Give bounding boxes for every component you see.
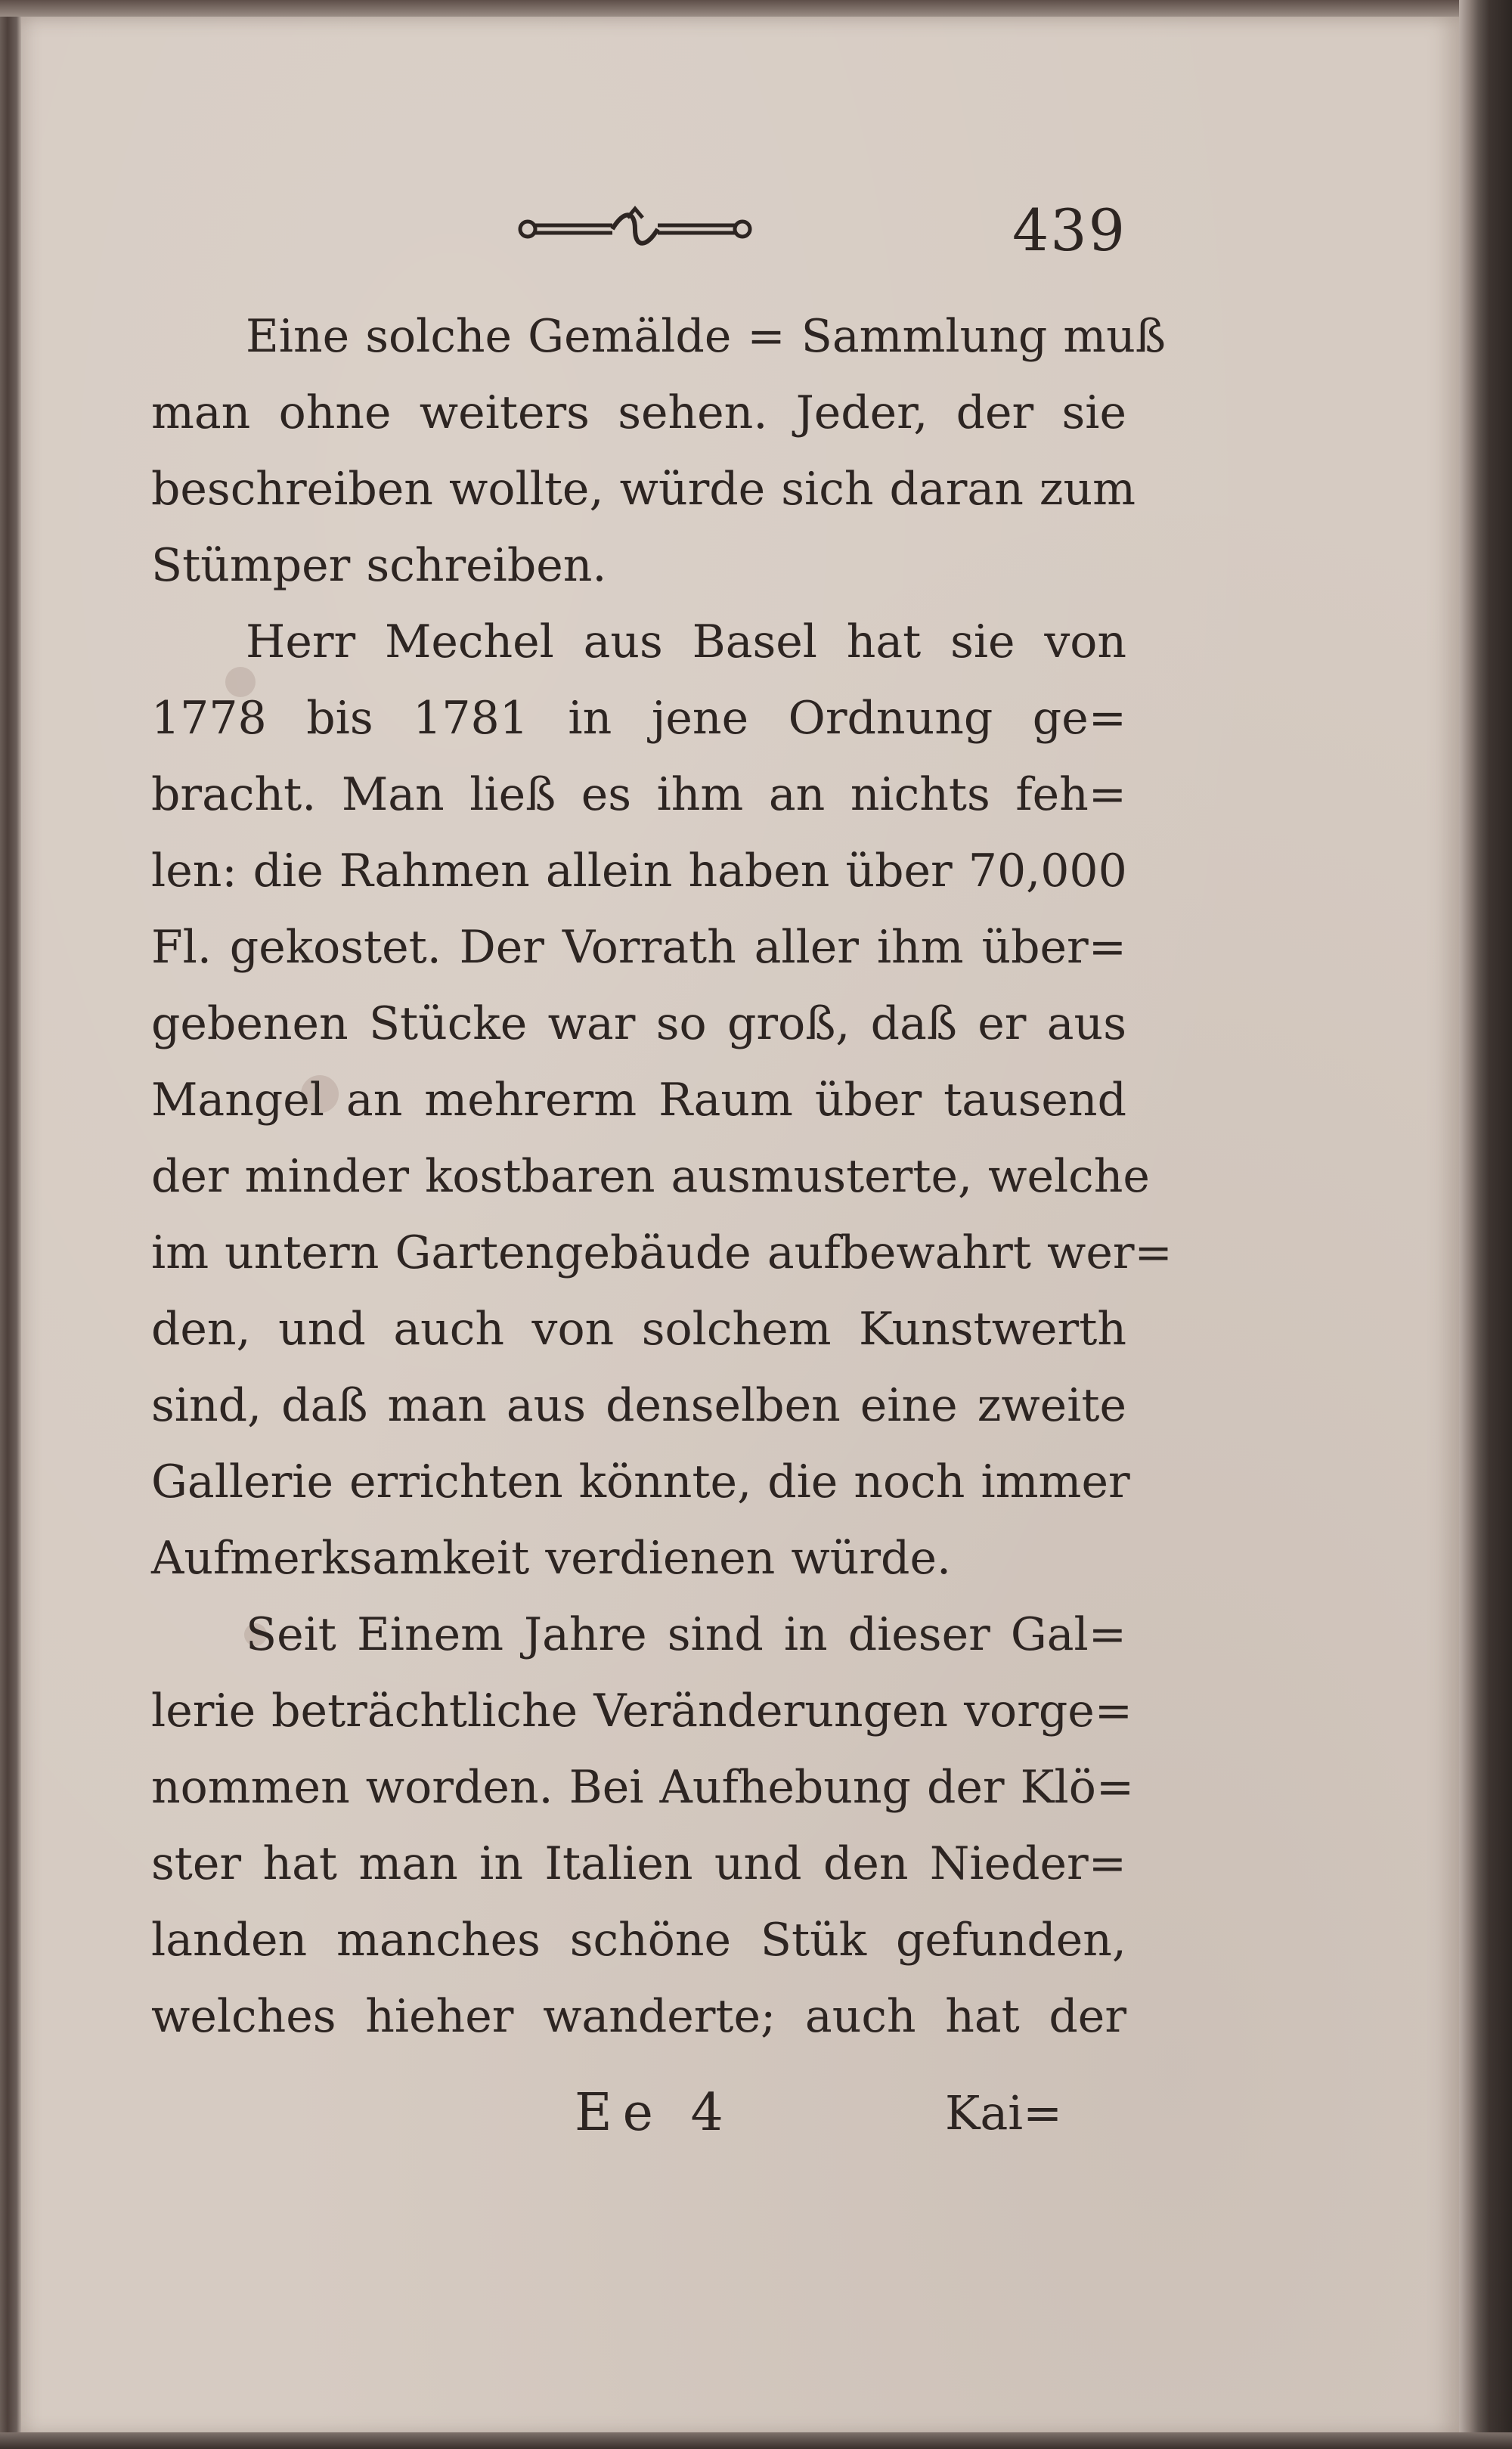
text-line: bracht. Man ließ es ihm an nichts feh= bbox=[151, 768, 1126, 821]
text-line: landen manches schöne Stük gefunden, bbox=[151, 1914, 1126, 1967]
printer-ornament-icon bbox=[514, 203, 756, 256]
text-line: Stümper schreiben. bbox=[151, 539, 607, 592]
text-line: den, und auch von solchem Kunstwerth bbox=[151, 1303, 1126, 1356]
text-line: Fl. gekostet. Der Vorrath aller ihm über= bbox=[151, 921, 1126, 974]
text-line: gebenen Stücke war so groß, daß er aus bbox=[151, 997, 1126, 1050]
page-footer bbox=[151, 2072, 1126, 2155]
bottom-binding-edge bbox=[0, 2432, 1512, 2449]
text-line: im untern Gartengebäude aufbewahrt wer= bbox=[151, 1226, 1173, 1279]
text-line: beschreiben wollte, würde sich daran zum bbox=[151, 463, 1136, 516]
top-binding-edge bbox=[0, 0, 1512, 17]
text-line: welches hieher wanderte; auch hat der bbox=[151, 1990, 1126, 2043]
text-line: Gallerie errichten könnte, die noch immer bbox=[151, 1455, 1130, 1508]
text-line: der minder kostbaren ausmusterte, welche bbox=[151, 1150, 1150, 1203]
page-header bbox=[151, 189, 1126, 280]
page-number: 439 bbox=[1012, 197, 1126, 264]
body-text bbox=[151, 299, 1173, 2055]
text-line: Mangel an mehrerm Raum über tausend bbox=[151, 1074, 1126, 1127]
text-line: Aufmerksamkeit verdienen würde. bbox=[151, 1532, 952, 1585]
signature-mark: Ee 4 bbox=[575, 2083, 734, 2143]
text-line: len: die Rahmen allein haben über 70,000 bbox=[151, 845, 1127, 897]
text-line: 1778 bis 1781 in jene Ordnung ge= bbox=[151, 692, 1126, 745]
text-line: sind, daß man aus denselben eine zweite bbox=[151, 1379, 1126, 1432]
text-line: lerie beträchtliche Veränderungen vorge= bbox=[151, 1685, 1133, 1738]
text-line: ster hat man in Italien und den Nieder= bbox=[151, 1837, 1126, 1890]
right-binding-edge bbox=[1459, 0, 1512, 2449]
text-line: man ohne weiters sehen. Jeder, der sie bbox=[151, 386, 1126, 439]
text-line: Herr Mechel aus Basel hat sie von bbox=[246, 615, 1126, 668]
catchword: Kai= bbox=[945, 2085, 1063, 2141]
text-line: Eine solche Gemälde = Sammlung muß bbox=[246, 310, 1167, 363]
text-line: nommen worden. Bei Aufhebung der Klö= bbox=[151, 1761, 1135, 1814]
text-line: Seit Einem Jahre sind in dieser Gal= bbox=[246, 1608, 1126, 1661]
